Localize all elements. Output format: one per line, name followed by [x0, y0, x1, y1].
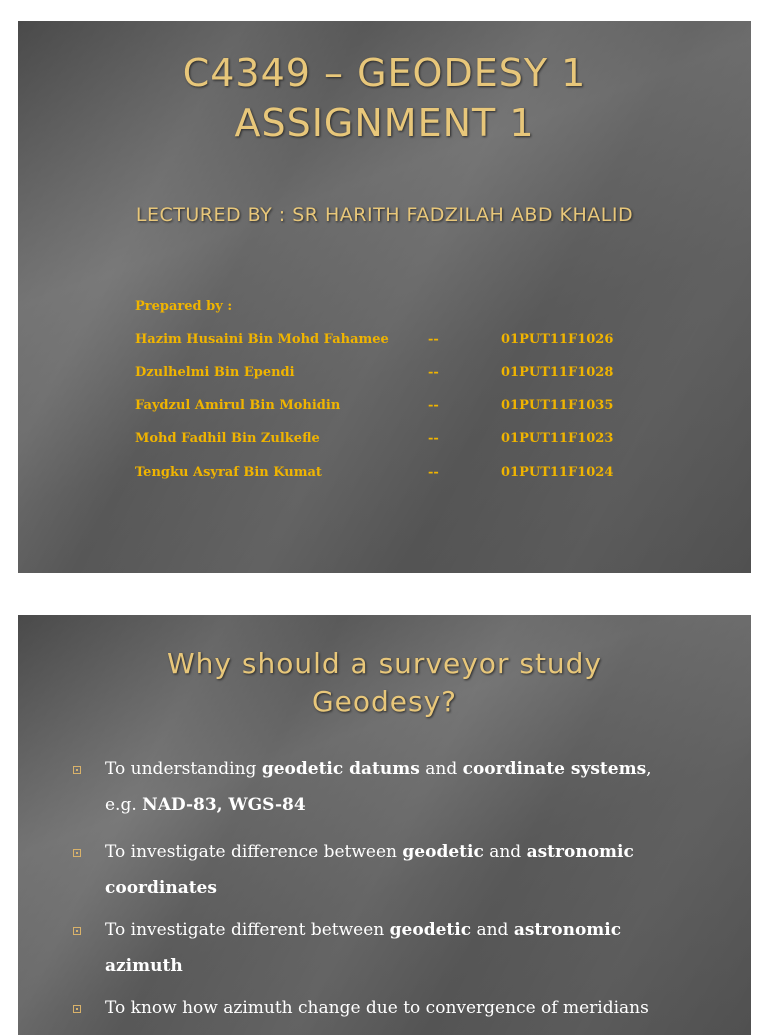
square-bullet-icon [73, 1005, 81, 1013]
square-bullet-icon [73, 927, 81, 935]
prepared-by-label: Prepared by : [135, 299, 233, 314]
slide-title-line2: Geodesy? [311, 685, 458, 718]
member-separator: -- [428, 398, 439, 413]
member-name: Tengku Asyraf Bin Kumat [135, 465, 322, 480]
member-separator: -- [428, 465, 439, 480]
content-slide [18, 615, 751, 1035]
member-row [135, 398, 695, 418]
slide-title-line1: C4349 – GEODESY 1 [182, 51, 587, 95]
member-row [135, 465, 695, 485]
square-bullet-icon [73, 766, 81, 774]
lecturer-subtitle: LECTURED BY : SR HARITH FADZILAH ABD KHALID [135, 204, 634, 226]
title-slide [18, 21, 751, 573]
member-id: 01PUT11F1024 [501, 465, 614, 480]
member-row [135, 332, 695, 352]
member-id: 01PUT11F1026 [501, 332, 614, 347]
member-name: Hazim Husaini Bin Mohd Fahamee [135, 332, 389, 347]
member-name: Faydzul Amirul Bin Mohidin [135, 398, 341, 413]
bullet-text: To know how azimuth change due to convergence of meridians [105, 998, 649, 1018]
square-bullet-icon [73, 849, 81, 857]
slide-title-line2: ASSIGNMENT 1 [234, 101, 535, 145]
member-row [135, 365, 695, 385]
member-id: 01PUT11F1028 [501, 365, 614, 380]
member-name: Dzulhelmi Bin Ependi [135, 365, 295, 380]
member-id: 01PUT11F1035 [501, 398, 614, 413]
member-row [135, 431, 695, 451]
slide-title-line1: Why should a surveyor study [166, 647, 603, 680]
member-separator: -- [428, 431, 439, 446]
member-separator: -- [428, 332, 439, 347]
member-separator: -- [428, 365, 439, 380]
bullet-text: To investigate difference between geodetic and astronomic coordinates [105, 842, 634, 898]
member-id: 01PUT11F1023 [501, 431, 614, 446]
member-name: Mohd Fadhil Bin Zulkefle [135, 431, 320, 446]
bullet-text: To investigate different between geodetic and astronomic azimuth [105, 920, 622, 976]
bullet-text: To understanding geodetic datums and coordinate systems, e.g. NAD-83, WGS-84 [105, 759, 652, 815]
